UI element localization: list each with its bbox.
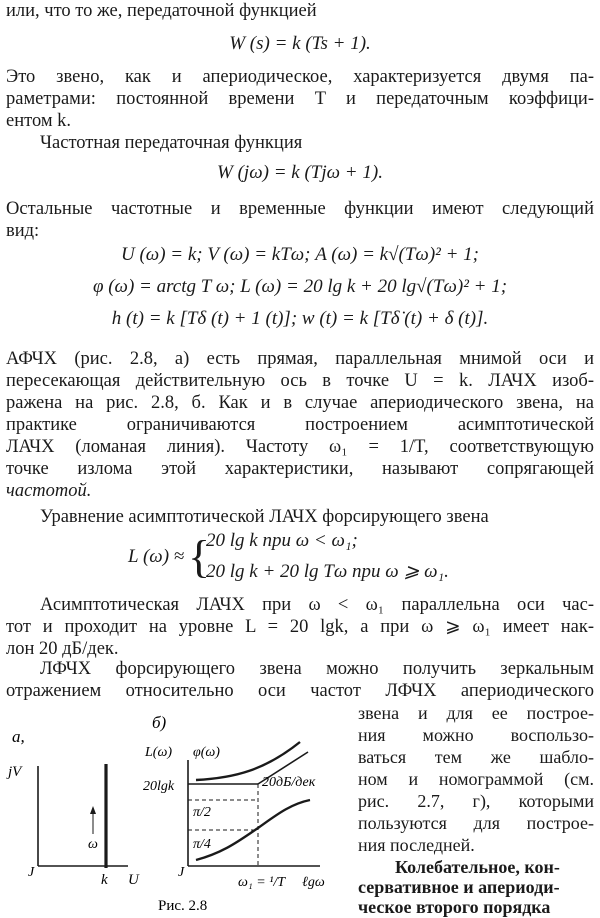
text-line: Асимптотическая ЛАЧХ при ω < ω₁ параллельна оси час- [40,595,594,615]
figure-caption: Рис. 2.8 [158,898,208,914]
text-line: отражением относительно оси частот ЛФЧХ апериодического [6,681,594,701]
text-line: ния можно воспользо- [358,725,594,745]
text-line: лон 20 дБ/дек. [6,639,119,659]
panel-b [143,713,325,890]
text-line: частотой. [6,481,92,501]
panel-b-20lgk-label: 20lgk [143,779,175,794]
panel-b-origin: J [178,865,185,880]
panel-a-jv-label: jV [8,764,22,780]
panel-b-L-label: L(ω) [145,745,172,760]
panel-b-phi-label: φ(ω) [193,745,220,760]
formula-h-w: h (t) = k [Tδ (t) + 1 (t)]; w (t) = k [Tδ̇ (t) + δ (t)]. [111,308,489,329]
panel-a-origin: J [28,865,35,880]
panel-a [6,727,140,888]
text-line: ЛАЧХ (ломаная линия). Частоту ω₁ = 1/T, соответствующую [6,437,594,457]
panel-a-omega-label: ω [88,837,98,852]
text-line: ном и номограммой (см. [358,769,594,789]
text-line: Это звено, как и апериодическое, характеризуется двумя па- [6,67,594,87]
panel-b-pi4-label: π/4 [193,837,211,852]
text-line: пользуются для построе- [358,813,594,833]
figure-2-8 [0,700,355,916]
panel-a-u-label: U [128,872,139,888]
text-line: ваться тем же шабло- [358,747,594,767]
text-line: тот и проходит на уровне L = 20 lgk, а при ω ⩾ ω₁ имеет нак- [6,617,594,637]
text-line: ентом k. [6,111,72,131]
panel-b-slope-label: 20дБ/дек [262,775,316,790]
text-line: звена и для ее построе- [358,703,594,723]
panel-b-lfchx-curve [196,800,310,860]
text-line: Уравнение асимптотической ЛАЧХ форсирующего звена [40,507,489,527]
text-line: или, что то же, передаточной функцией [6,1,317,21]
text-line: раметрами: постоянной времени T и передаточным коэффици- [6,89,594,109]
text-line: пересекающая действительную ось в точке U = k. ЛАЧХ изоб- [6,371,594,391]
formula-frequency-transfer: W (jω) = k (Tjω + 1). [217,162,383,183]
formula-phi-l: φ (ω) = arctg T ω; L (ω) = 20 lg k + 20 lg√(Tω)² + 1; [92,276,508,297]
panel-a-k-label: k [101,872,108,888]
panel-a-arrowhead [90,806,96,814]
formula-piecewise [128,530,528,590]
panel-b-pi2-label: π/2 [193,805,211,820]
panel-b-label: б) [152,713,167,732]
piecewise-case-2: 20 lg k + 20 lg Tω при ω ⩾ ω₁. [206,561,449,582]
panel-b-lgw-label: ℓgω [302,875,325,890]
text-line: вид: [6,221,40,241]
text-line: АФЧХ (рис. 2.8, а) есть прямая, параллельная мнимой оси и [6,349,594,369]
formula-transfer-function: W (s) = k (Ts + 1). [229,33,371,54]
piecewise-lhs: L (ω) ≈ [128,546,185,567]
text-line: ния последней. [358,835,475,855]
text-line: точке излома этой характеристики, называют сопрягающей [6,459,594,479]
panel-b-w1-label: ω₁ = ¹/T [238,875,286,890]
piecewise-brace: { [188,531,211,582]
text-line: ЛФЧХ форсирующего звена можно получить зеркальным [40,659,594,679]
section-heading: сервативное и апериоди- [358,877,560,897]
formula-uva: U (ω) = k; V (ω) = kTω; A (ω) = k√(Tω)² + 1; [120,244,479,265]
text-line: рис. 2.7, г), которыми [358,791,594,811]
panel-a-label: а, [12,727,25,746]
piecewise-case-1: 20 lg k при ω < ω₁; [206,530,358,551]
section-heading: ческое второго порядка [358,897,551,917]
text-line: Частотная передаточная функция [40,133,303,153]
text-line: ражена на рис. 2.8, б. Как и в случае апериодического звена, на [6,393,594,413]
text-line: практике ограничиваются построением асимптотической [6,415,594,435]
section-heading: Колебательное, кон- [395,857,560,877]
text-line: Остальные частотные и временные функции имеют следующий [6,199,594,219]
